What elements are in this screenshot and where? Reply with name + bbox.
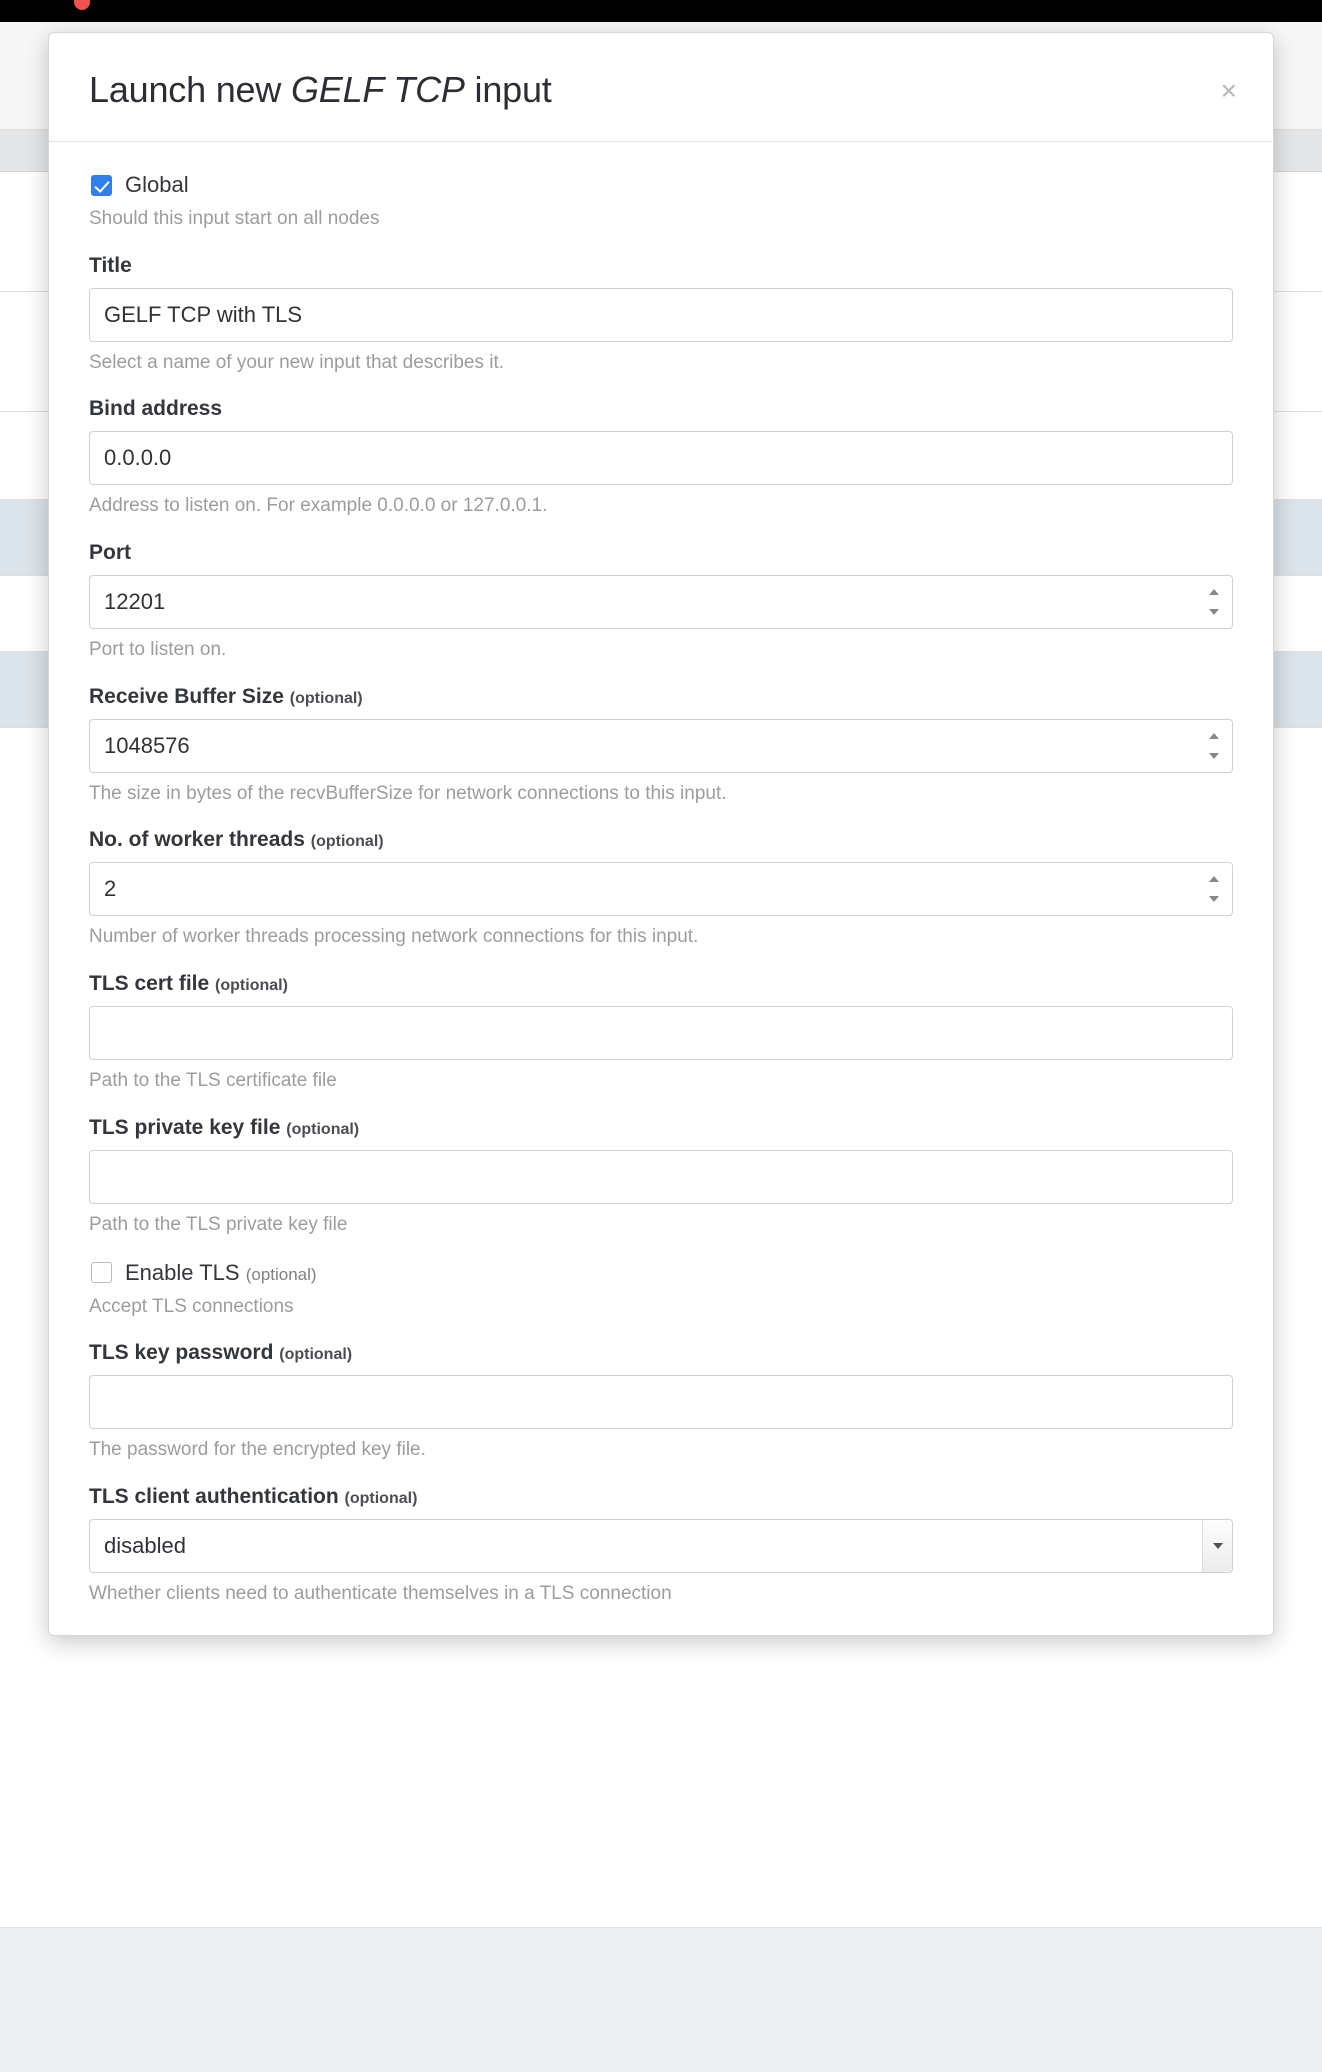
title-label: Title <box>89 253 132 277</box>
bind-address-label: Bind address <box>89 397 223 421</box>
worker-threads-help: Number of worker threads processing network connections for this input. <box>89 926 699 948</box>
title-help: Select a name of your new input that describes it. <box>89 351 505 373</box>
tls-key-password-help: The password for the encrypted key file. <box>89 1439 426 1461</box>
worker-threads-input-wrap <box>89 862 1233 916</box>
tls-key-password-input[interactable] <box>89 1375 1233 1429</box>
field-global <box>89 172 1233 232</box>
launch-input-modal <box>48 32 1274 1636</box>
tls-private-key-file-input[interactable] <box>89 1150 1233 1204</box>
chevron-down-icon[interactable] <box>1209 753 1219 759</box>
title-input[interactable] <box>89 288 1233 342</box>
bind-address-help: Address to listen on. For example 0.0.0.0 or 127.0.0.1. <box>89 495 548 517</box>
close-icon[interactable]: × <box>1220 75 1237 106</box>
tls-cert-file-label <box>89 972 1233 996</box>
tls-key-password-label-text: TLS key password <box>89 1341 274 1365</box>
tls-key-password-label <box>89 1341 1233 1365</box>
tls-client-auth-label-text: TLS client authentication <box>89 1484 339 1508</box>
modal-title-suffix: input <box>464 69 552 110</box>
tls-key-password-optional: (optional) <box>279 1346 353 1364</box>
field-tls-client-auth <box>89 1485 1233 1607</box>
tls-client-auth-select-wrap <box>89 1519 1233 1573</box>
field-tls-key-password <box>89 1341 1233 1463</box>
tls-cert-file-help: Path to the TLS certificate file <box>89 1070 337 1092</box>
enable-tls-help: Accept TLS connections <box>89 1295 294 1317</box>
tls-client-auth-label <box>89 1485 1233 1509</box>
tls-client-auth-dropdown-button[interactable] <box>1202 1520 1232 1572</box>
port-input-wrap <box>89 575 1233 629</box>
tls-client-auth-optional: (optional) <box>344 1489 418 1507</box>
logo-icon <box>74 0 90 10</box>
worker-threads-stepper[interactable] <box>1207 876 1221 902</box>
modal-header <box>49 33 1273 142</box>
field-tls-private-key-file <box>89 1116 1233 1238</box>
tls-client-auth-help: Whether clients need to authenticate themselves in a TLS connection <box>89 1582 672 1604</box>
receive-buffer-size-input[interactable] <box>89 719 1233 773</box>
modal-body <box>49 142 1273 1635</box>
chevron-up-icon[interactable] <box>1209 876 1219 882</box>
enable-tls-label <box>125 1260 317 1286</box>
tls-cert-file-optional: (optional) <box>215 977 288 995</box>
field-bind-address <box>89 397 1233 519</box>
field-tls-cert-file <box>89 972 1233 1094</box>
chevron-down-icon <box>1213 1543 1223 1549</box>
port-label: Port <box>89 541 131 565</box>
tls-private-key-file-label-text: TLS private key file <box>89 1115 281 1139</box>
port-help: Port to listen on. <box>89 639 227 661</box>
tls-private-key-file-help: Path to the TLS private key file <box>89 1213 348 1235</box>
worker-threads-optional: (optional) <box>310 833 384 851</box>
receive-buffer-size-help: The size in bytes of the recvBufferSize for network connections to this input. <box>89 782 727 804</box>
receive-buffer-size-label <box>89 685 1233 709</box>
worker-threads-label <box>89 828 1233 852</box>
chevron-down-icon[interactable] <box>1209 609 1219 615</box>
port-input[interactable] <box>89 575 1233 629</box>
receive-buffer-size-label-text: Receive Buffer Size <box>89 684 284 708</box>
global-checkbox[interactable] <box>91 175 112 196</box>
field-enable-tls <box>89 1260 1233 1320</box>
receive-buffer-size-optional: (optional) <box>289 689 363 707</box>
chevron-up-icon[interactable] <box>1209 733 1219 739</box>
modal-title-prefix: Launch new <box>89 69 291 110</box>
tls-client-auth-select[interactable] <box>89 1519 1233 1573</box>
global-label: Global <box>125 172 189 197</box>
background-top-bar <box>0 0 1322 22</box>
tls-private-key-file-optional: (optional) <box>286 1120 360 1138</box>
chevron-down-icon[interactable] <box>1209 896 1219 902</box>
enable-tls-optional: (optional) <box>245 1264 317 1284</box>
enable-tls-checkbox-row[interactable] <box>89 1260 1233 1286</box>
field-title <box>89 254 1233 376</box>
worker-threads-input[interactable] <box>89 862 1233 916</box>
tls-cert-file-input[interactable] <box>89 1006 1233 1060</box>
global-help: Should this input start on all nodes <box>89 208 380 229</box>
tls-private-key-file-label <box>89 1116 1233 1140</box>
bind-address-input[interactable] <box>89 431 1233 485</box>
tls-cert-file-label-text: TLS cert file <box>89 972 210 996</box>
field-worker-threads <box>89 828 1233 950</box>
enable-tls-checkbox[interactable] <box>91 1262 112 1283</box>
worker-threads-label-text: No. of worker threads <box>89 828 305 852</box>
receive-buffer-size-input-wrap <box>89 719 1233 773</box>
port-stepper[interactable] <box>1207 589 1221 615</box>
modal-title-emphasis: GELF TCP <box>290 69 465 110</box>
global-checkbox-row[interactable] <box>89 172 1233 198</box>
field-port <box>89 541 1233 663</box>
field-receive-buffer-size <box>89 685 1233 807</box>
enable-tls-label-text: Enable TLS <box>125 1259 240 1285</box>
receive-buffer-size-stepper[interactable] <box>1207 733 1221 759</box>
page-title <box>89 69 1233 111</box>
chevron-up-icon[interactable] <box>1209 589 1219 595</box>
